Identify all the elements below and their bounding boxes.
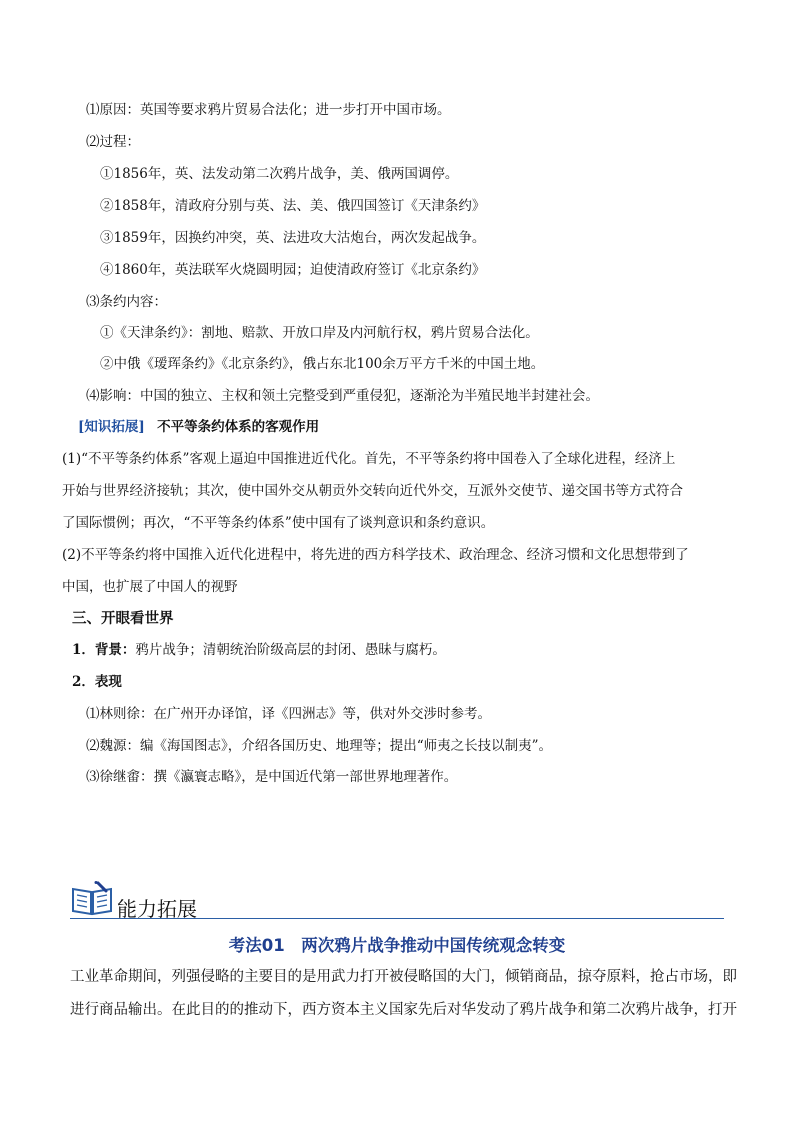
section-divider	[70, 918, 724, 919]
ability-paragraph-line: 工业革命期间，列强侵略的主要目的是用武力打开被侵略国的大门，倾销商品，掠夺原料，抢占市场，即	[70, 969, 737, 985]
knowledge-ext-title: 不平等条约体系的客观作用	[157, 419, 320, 435]
process-item: ②1858年，清政府分别与英、法、美、俄四国签订《天津条约》	[100, 198, 486, 214]
ability-paragraph-line: 进行商品输出。在此目的的推动下，西方资本主义国家先后对华发动了鸦片战争和第二次鸦片战争，打开	[70, 1002, 737, 1018]
background-text: 鸦片战争；清朝统治阶级高层的封闭、愚昧与腐朽。	[135, 642, 446, 658]
ability-section-title: 能力拓展	[117, 897, 197, 921]
knowledge-line: (2)不平等条约将中国推入近代化进程中，将先进的西方科学技术、政治理念、经济习惯和文化思想带到了	[62, 547, 689, 563]
process-heading: ⑵过程：	[86, 134, 140, 150]
knowledge-line: 开始与世界经济接轨；其次，使中国外交从朝贡外交转向近代外交，互派外交使节、递交国书等方式符合	[62, 483, 683, 499]
cause-text: ⑴原因：英国等要求鸦片贸易合法化；进一步打开中国市场。	[86, 102, 451, 118]
process-item: ①1856年，英、法发动第二次鸦片战争，美、俄两国调停。	[100, 166, 459, 182]
process-item: ④1860年，英法联军火烧圆明园；迫使清政府签订《北京条约》	[100, 262, 486, 278]
knowledge-line: 中国，也扩展了中国人的视野	[62, 579, 238, 595]
background-label: 1．背景：	[72, 642, 136, 658]
performance-item: ⑵魏源：编《海国图志》，介绍各国历史、地理等；提出“师夷之长技以制夷”。	[86, 738, 553, 754]
performance-item: ⑴林则徐：在广州开办译馆，译《四洲志》等，供对外交涉时参考。	[86, 706, 491, 722]
knowledge-ext-label: [知识拓展]	[78, 419, 145, 435]
performance-item: ⑶徐继畬：撰《瀛寰志略》，是中国近代第一部世界地理著作。	[86, 769, 458, 785]
knowledge-ext-heading	[78, 421, 319, 435]
performance-label: 2．表现	[72, 674, 122, 690]
impact-text: ⑷影响：中国的独立、主权和领土完整受到严重侵犯，逐渐沦为半殖民地半封建社会。	[86, 388, 599, 404]
content-item: ②中俄《瑷珲条约》《北京条约》，俄占东北100余万平方千米的中国土地。	[100, 356, 545, 372]
open-book-icon	[70, 881, 114, 917]
content-heading: ⑶条约内容：	[86, 294, 167, 310]
section-heading: 三、开眼看世界	[72, 611, 174, 627]
exam-method-title: 考法01 两次鸦片战争推动中国传统观念转变	[228, 936, 566, 955]
process-item: ③1859年，因换约冲突，英、法进攻大沽炮台，两次发起战争。	[100, 230, 486, 246]
content-item: ①《天津条约》：割地、赔款、开放口岸及内河航行权，鸦片贸易合法化。	[100, 325, 539, 341]
knowledge-line: 了国际惯例；再次，“不平等条约体系”使中国有了谈判意识和条约意识。	[62, 515, 495, 531]
knowledge-line: (1)“不平等条约体系”客观上逼迫中国推进近代化。首先，不平等条约将中国卷入了全球化进程，经济上	[62, 451, 676, 467]
background-row	[72, 644, 446, 658]
